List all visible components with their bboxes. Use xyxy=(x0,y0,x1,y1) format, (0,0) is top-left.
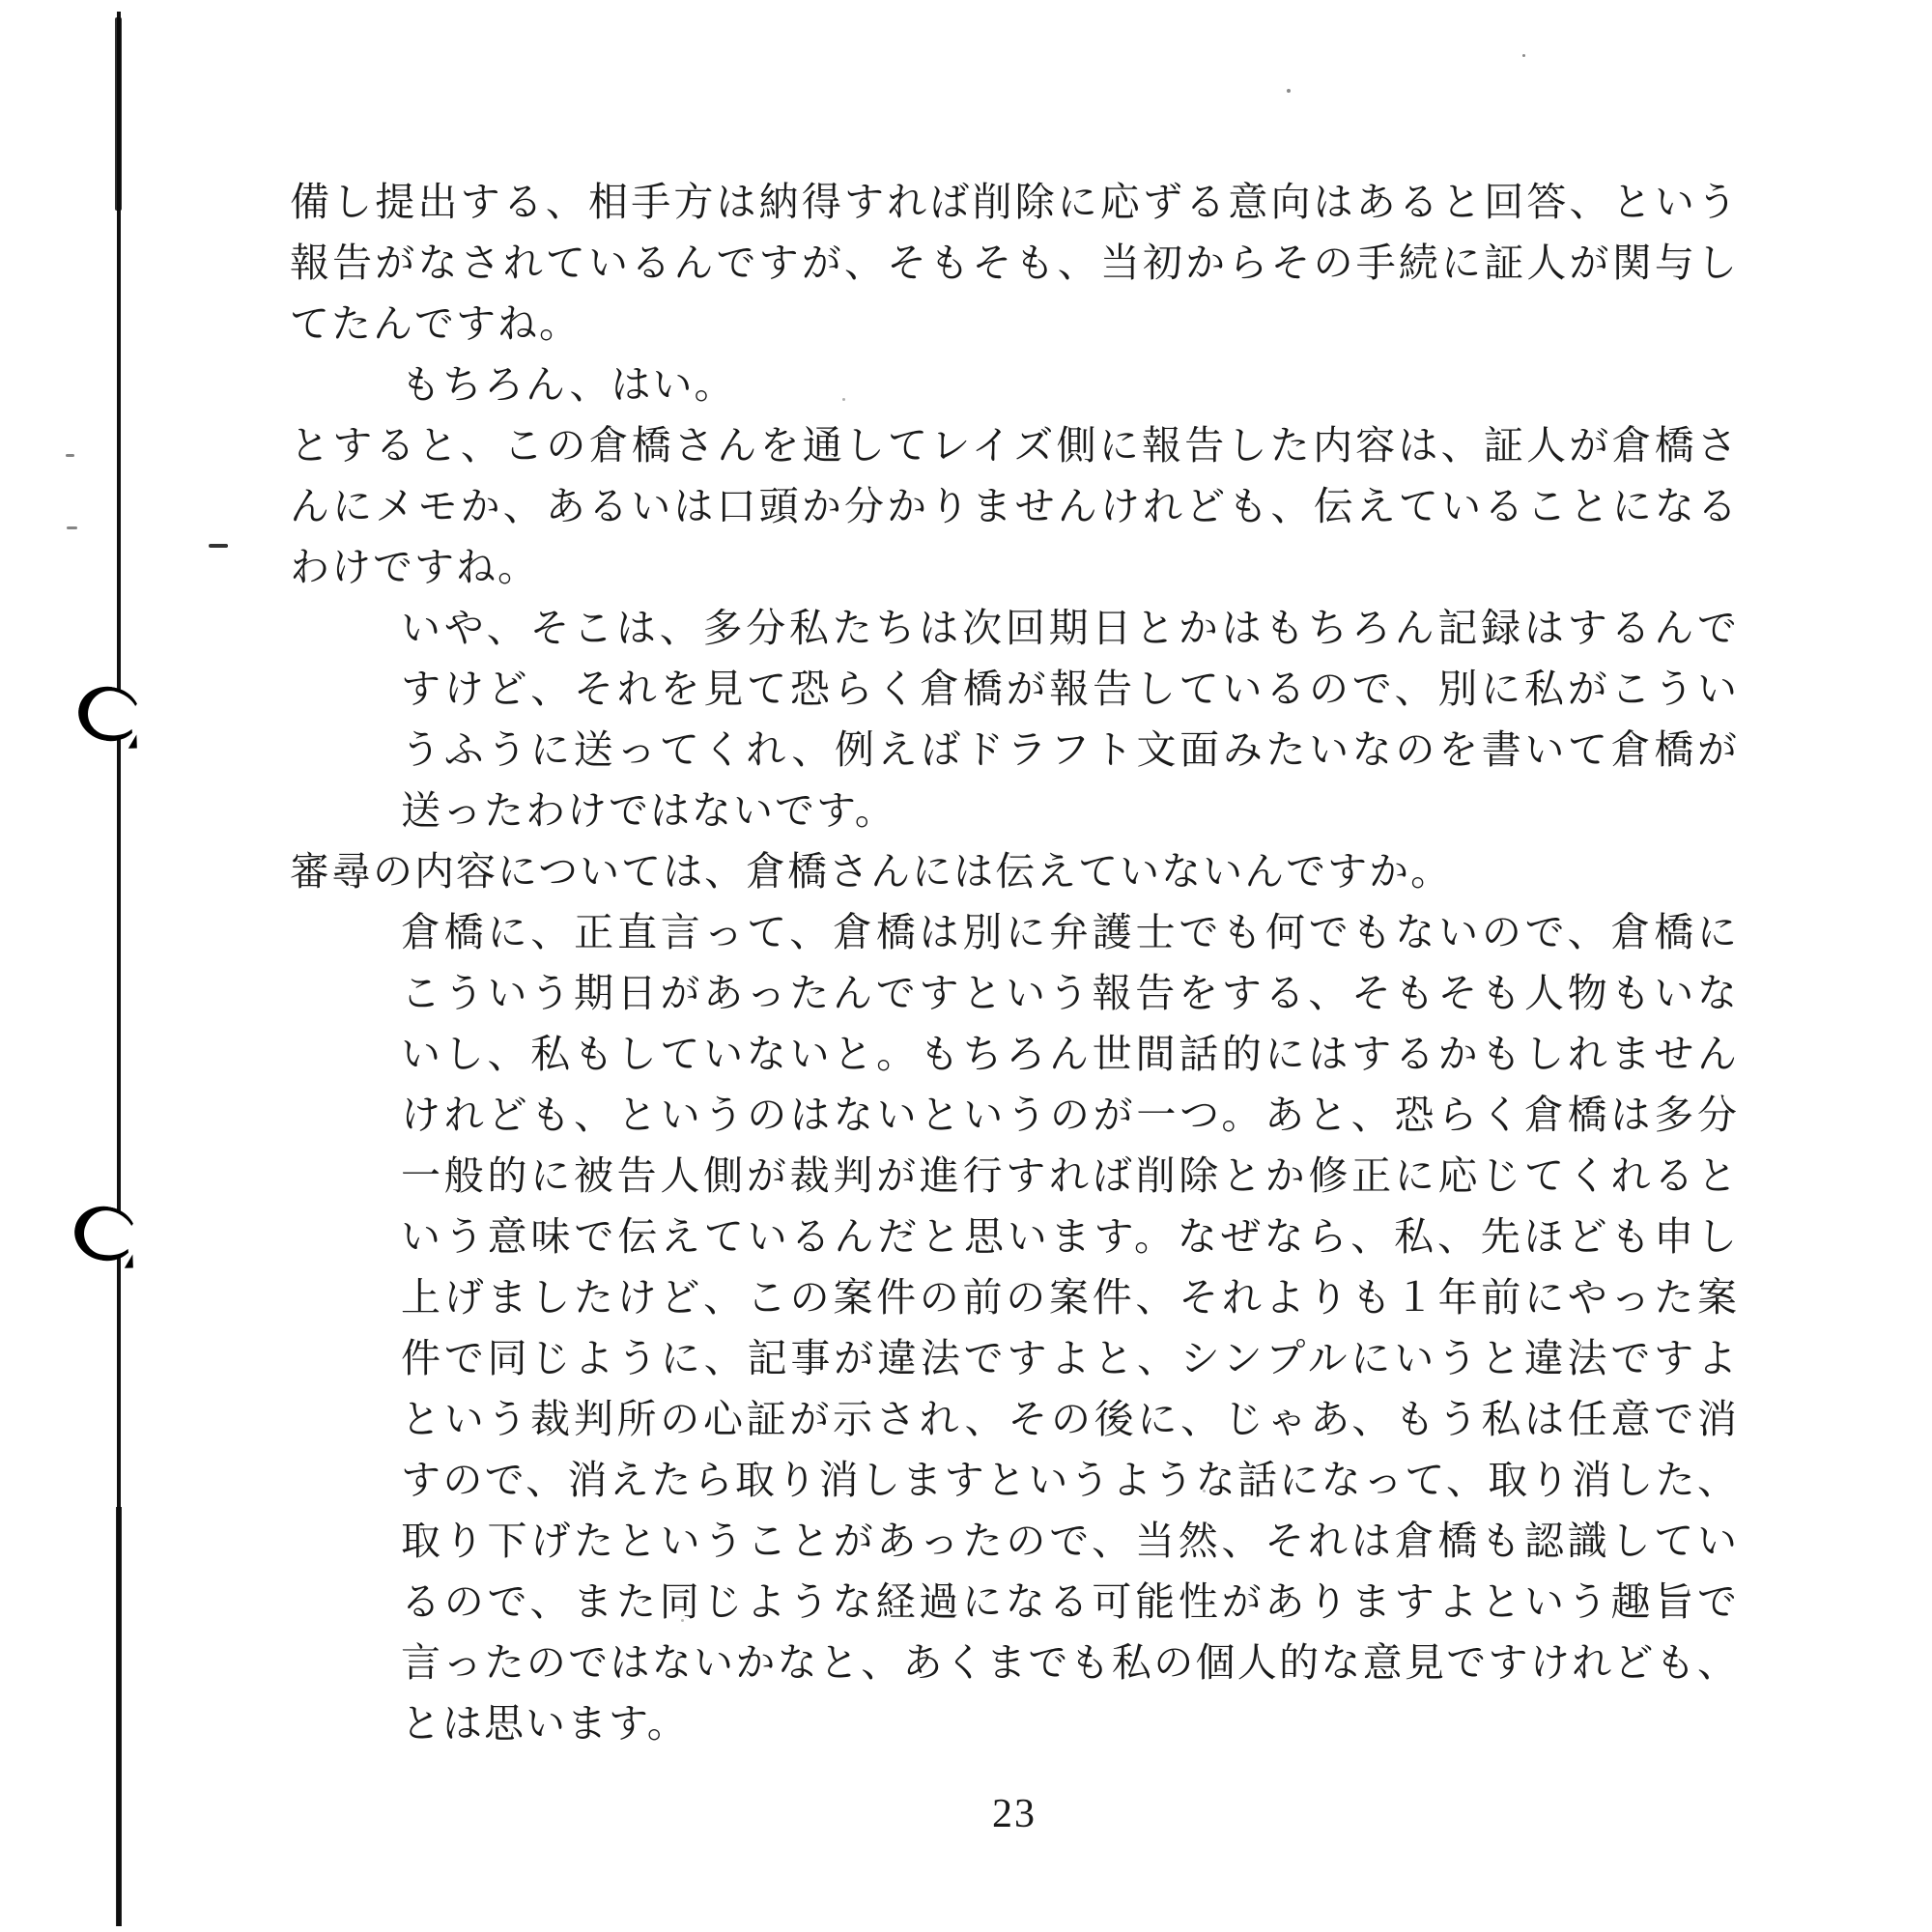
binder-hole-icon xyxy=(70,1201,141,1266)
transcript-text xyxy=(290,172,1739,1754)
transcript-line: んにメモか、あるいは口頭か分かりませんけれども、伝えていることになる xyxy=(290,484,1739,528)
transcript-line: という裁判所の心証が示され、その後に、じゃあ、もう私は任意で消 xyxy=(401,1397,1739,1441)
transcript-line: 言ったのではないかなと、あくまでも私の個人的な意見ですけれども、 xyxy=(401,1640,1739,1685)
transcript-line: うふうに送ってくれ、例えばドラフト文面みたいなのを書いて倉橋が xyxy=(401,727,1739,772)
transcript-line: もちろん、はい。 xyxy=(401,362,736,407)
binding-edge-line-segment xyxy=(115,17,122,211)
binder-hole-icon xyxy=(73,681,145,747)
scan-speck xyxy=(1287,89,1291,93)
scan-artifact-dash xyxy=(67,526,77,529)
transcript-line: こういう期日があったんですという報告をする、そもそも人物もいな xyxy=(401,971,1739,1015)
transcript-line: 備し提出する、相手方は納得すれば削除に応ずる意向はあると回答、という xyxy=(290,180,1739,224)
transcript-line: 倉橋に、正直言って、倉橋は別に弁護士でも何でもないので、倉橋に xyxy=(401,910,1739,954)
transcript-line: 取り下げたということがあったので、当然、それは倉橋も認識してい xyxy=(401,1519,1739,1563)
transcript-line: けれども、というのはないというのが一つ。あと、恐らく倉橋は多分 xyxy=(401,1093,1739,1137)
scan-artifact-dash xyxy=(66,454,74,457)
transcript-line: 上げましたけど、この案件の前の案件、それよりも１年前にやった案 xyxy=(401,1275,1739,1320)
transcript-line: いう意味で伝えているんだと思います。なぜなら、私、先ほども申し xyxy=(401,1214,1739,1259)
transcript-line: とは思います。 xyxy=(401,1701,689,1746)
transcript-line: すので、消えたら取り消しますというような話になって、取り消した、 xyxy=(401,1458,1739,1502)
transcript-line: 審尋の内容については、倉橋さんには伝えていないんですか。 xyxy=(290,849,1453,894)
scan-artifact-dash xyxy=(209,544,228,548)
transcript-line: 件で同じように、記事が違法ですよと、シンプルにいうと違法ですよ xyxy=(401,1336,1739,1380)
transcript-line: とすると、この倉橋さんを通してレイズ側に報告した内容は、証人が倉橋さ xyxy=(290,423,1739,468)
transcript-line: 一般的に被告人側が裁判が進行すれば削除とか修正に応じてくれると xyxy=(401,1153,1739,1198)
transcript-line: るので、また同じような経過になる可能性がありますよという趣旨で xyxy=(401,1579,1739,1624)
transcript-line: 報告がなされているんですが、そもそも、当初からその手続に証人が関与し xyxy=(290,241,1739,285)
scan-speck xyxy=(1522,54,1525,57)
transcript-line: いし、私もしていないと。もちろん世間話的にはするかもしれません xyxy=(401,1032,1739,1076)
transcript-line: てたんですね。 xyxy=(290,301,581,346)
page-number: 23 xyxy=(992,1792,1037,1836)
transcript-line: わけですね。 xyxy=(290,545,539,589)
transcript-line: 送ったわけではないです。 xyxy=(401,788,896,833)
transcript-line: いや、そこは、多分私たちは次回期日とかはもちろん記録はするんで xyxy=(401,606,1739,650)
transcript-line: すけど、それを見て恐らく倉橋が報告しているので、別に私がこうい xyxy=(401,667,1739,711)
binding-edge-line-segment xyxy=(116,1507,122,1926)
